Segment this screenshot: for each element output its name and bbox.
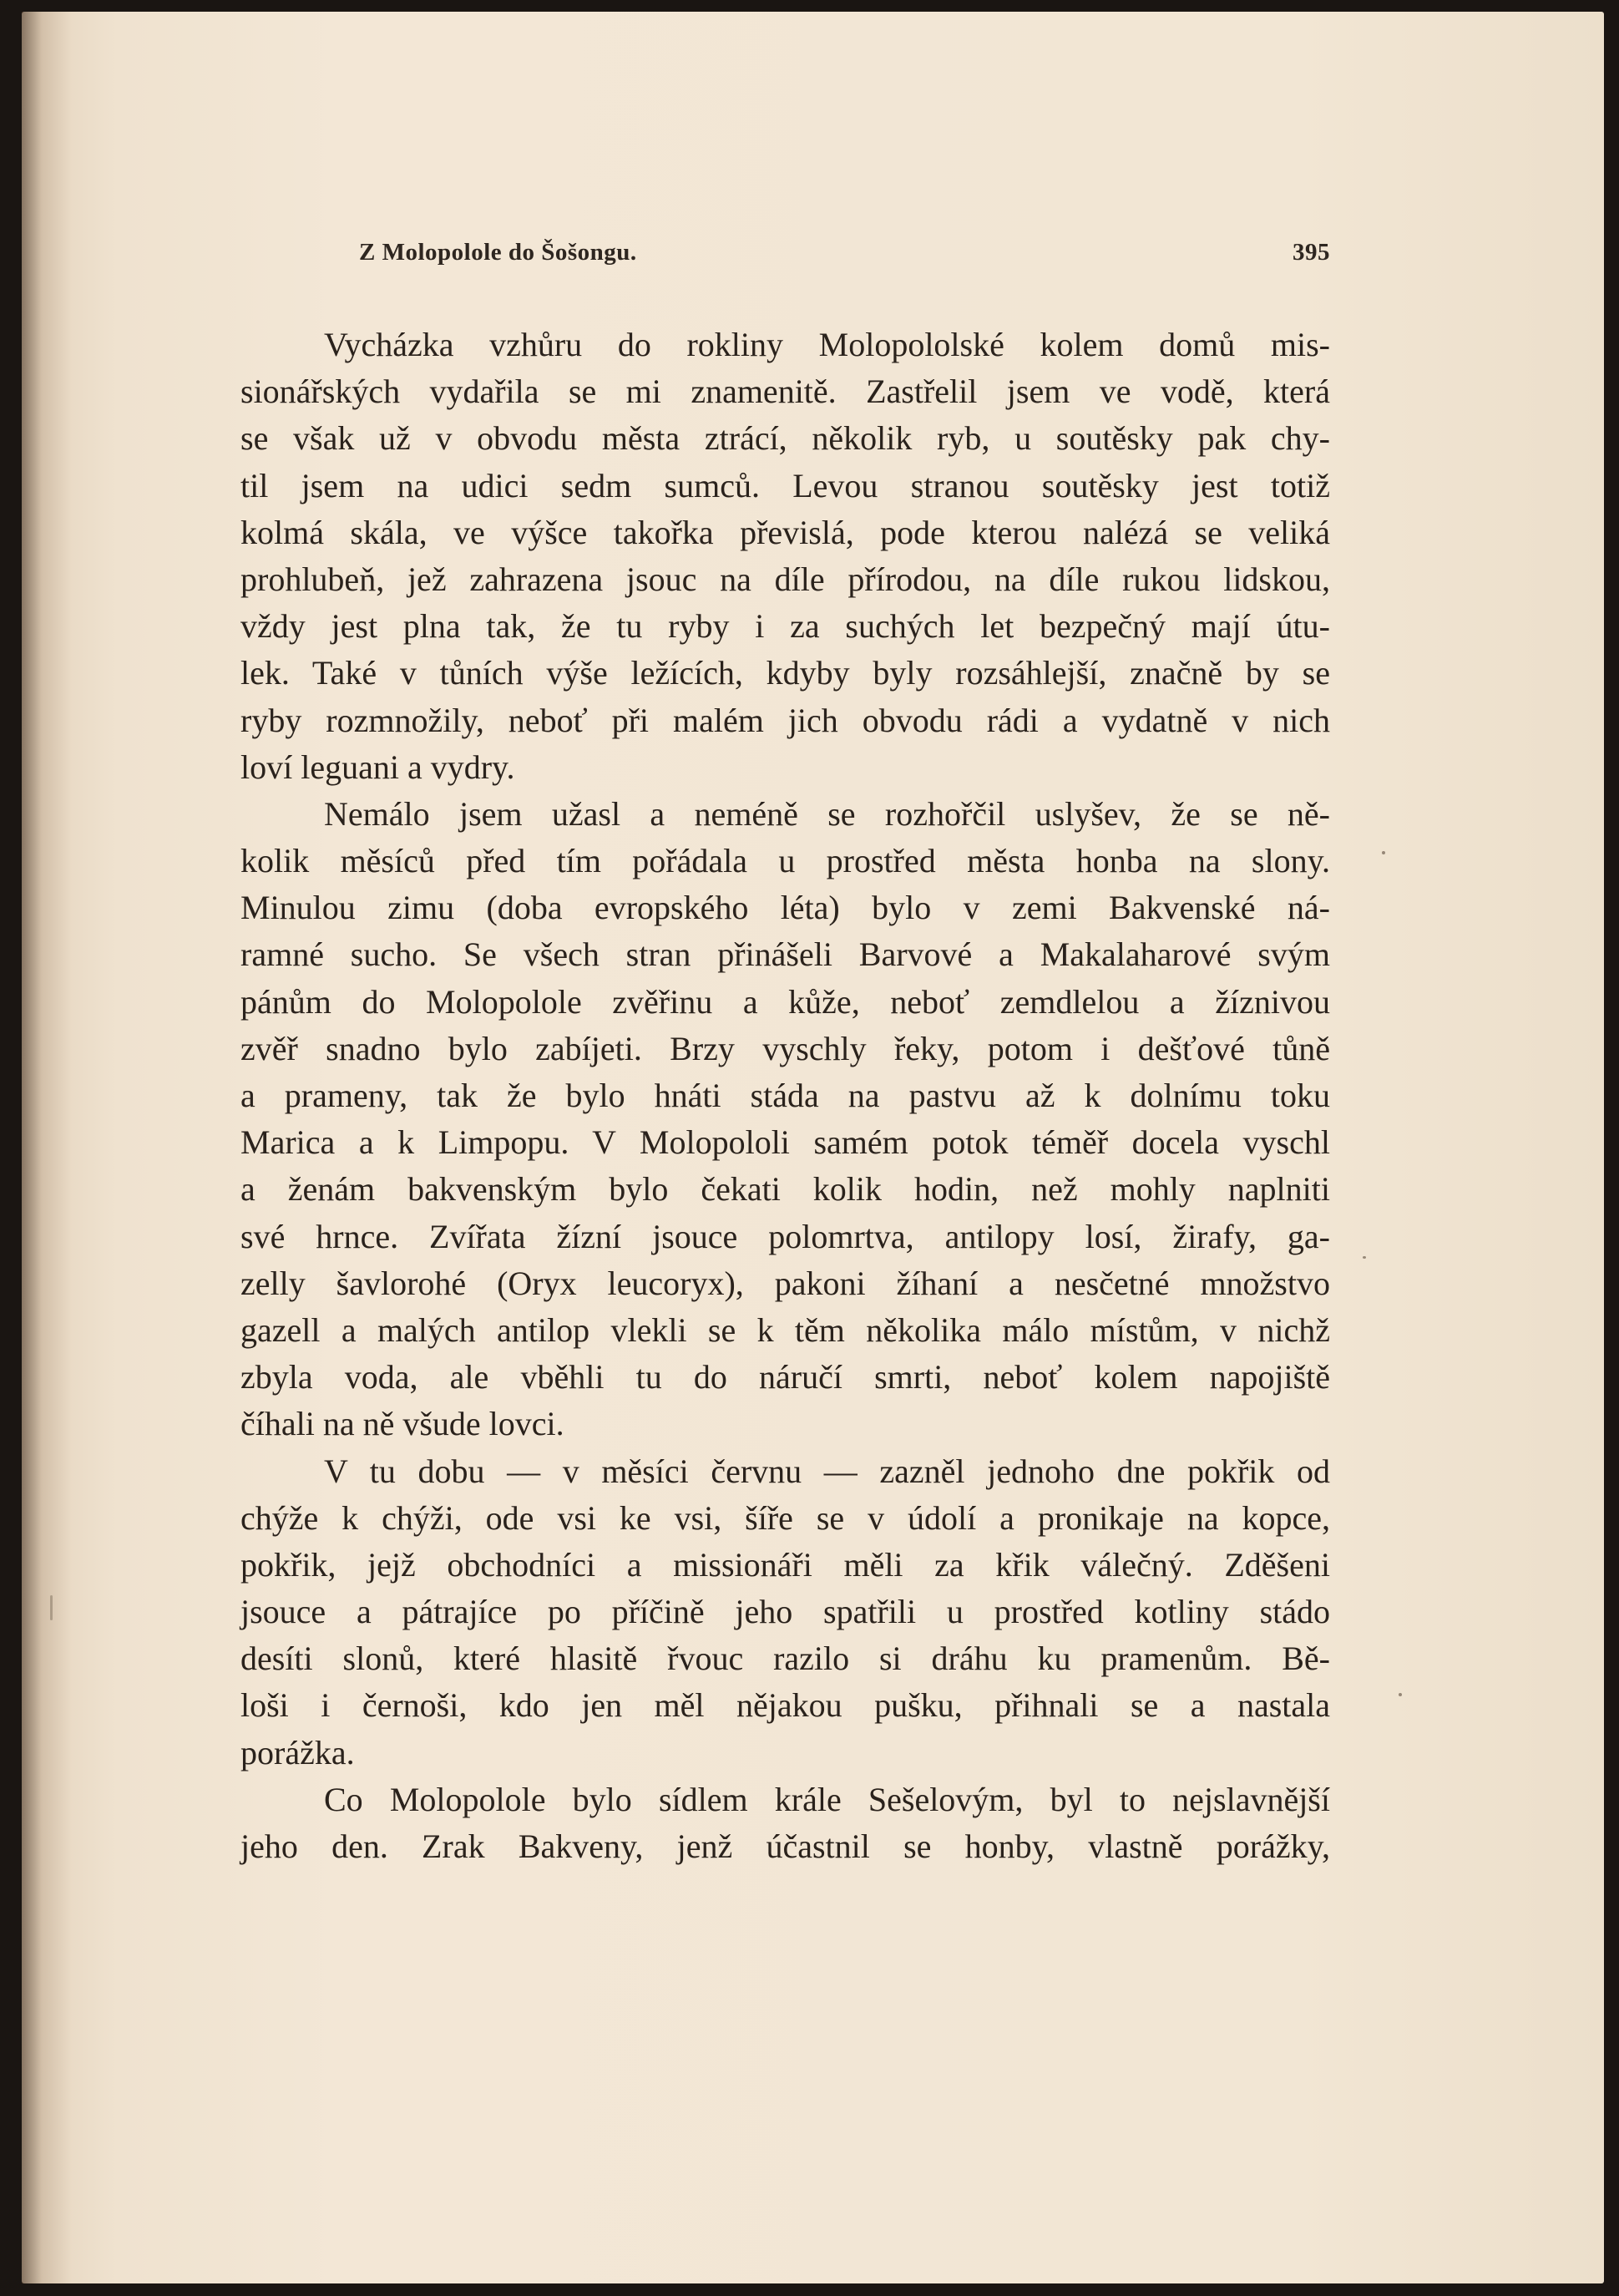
text-line: ryby rozmnožily, neboť při malém jich obvodu rádi a vydatně v nich	[240, 701, 1330, 739]
text-line: zelly šavlorohé (Oryx leucoryx), pakoni žíhaní a nesčetné množstvo	[240, 1264, 1330, 1302]
paper-speck	[1382, 851, 1385, 854]
text-line: til jsem na udici sedm sumců. Levou stranou soutěsky jest totiž	[240, 466, 1330, 504]
text-line: ramné sucho. Se všech stran přinášeli Barvové a Makalaharové svým	[240, 935, 1330, 974]
text-line: Minulou zimu (doba evropského léta) bylo v zemi Bakvenské ná-	[240, 889, 1330, 927]
paper-speck	[1399, 1693, 1402, 1696]
text-line: lek. Také v tůních výše ležících, kdyby byly rozsáhlejší, značně by se	[240, 654, 1330, 692]
text-line: Nemálo jsem užasl a neméně se rozhořčil uslyšev, že se ně-	[324, 794, 1330, 833]
text-line: se však už v obvodu města ztrácí, několik ryb, u soutěsky pak chy-	[240, 419, 1330, 458]
text-line: a ženám bakvenským bylo čekati kolik hodin, než mohly naplniti	[240, 1170, 1330, 1209]
text-line: pánům do Molopolole zvěřinu a kůže, neboť zemdlelou a žíznivou	[240, 982, 1330, 1021]
text-line: loši i černoši, kdo jen měl nějakou pušku, přihnali se a nastala	[240, 1686, 1330, 1725]
body-text	[240, 322, 1330, 1870]
text-line: sionářských vydařila se mi znamenitě. Zastřelil jsem ve vodě, která	[240, 373, 1330, 411]
text-line: V tu dobu — v měsíci červnu — zazněl jednoho dne pokřik od	[324, 1452, 1330, 1490]
text-line: chýže k chýži, ode vsi ke vsi, šíře se v údolí a pronikaje na kopce,	[240, 1498, 1330, 1537]
text-line: a prameny, tak že bylo hnáti stáda na pastvu až k dolnímu toku	[240, 1077, 1330, 1114]
text-line: vždy jest plna tak, že tu ryby i za suchých let bezpečný mají útu-	[240, 607, 1330, 646]
text-line: své hrnce. Zvířata žízní jsouce polomrtva, antilopy losí, žirafy, ga-	[240, 1217, 1330, 1255]
page-number: 395	[1293, 239, 1330, 266]
paper-speck	[50, 1595, 53, 1620]
text-line: zbyla voda, ale vběhli tu do náručí smrti, neboť kolem napojiště	[240, 1358, 1330, 1396]
text-line: loví leguani a vydry.	[240, 748, 515, 786]
text-line: jeho den. Zrak Bakveny, jenž účastnil se honby, vlastně porážky,	[240, 1827, 1330, 1865]
text-line: pokřik, jejž obchodníci a missionáři měli za křik válečný. Zděšeni	[240, 1545, 1330, 1584]
text-line: Vycházka vzhůru do rokliny Molopololské kolem domů mis-	[324, 326, 1330, 363]
paper-speck	[1363, 1256, 1366, 1259]
text-line: Marica a k Limpopu. V Molopololi samém potok téměř docela vyschl	[240, 1123, 1330, 1162]
text-line: porážka.	[240, 1733, 355, 1771]
text-line: zvěř snadno bylo zabíjeti. Brzy vyschly řeky, potom i dešťové tůně	[240, 1029, 1330, 1067]
text-line: Co Molopolole bylo sídlem krále Sešelovým, byl to nejslavnější	[324, 1780, 1330, 1818]
text-line: prohlubeň, jež zahrazena jsouc na díle přírodou, na díle rukou lidskou,	[240, 560, 1330, 598]
text-line: jsouce a pátrajíce po příčině jeho spatřili u prostřed kotliny stádo	[240, 1593, 1330, 1631]
text-line: desíti slonů, které hlasitě řvouc razilo si dráhu ku pramenům. Bě-	[240, 1640, 1330, 1678]
page-header	[242, 239, 1330, 281]
running-title: Z Molopolole do Šošongu.	[359, 239, 637, 266]
text-line: gazell a malých antilop vlekli se k těm několika málo místům, v nichž	[240, 1310, 1330, 1349]
text-line: kolik měsíců před tím pořádala u prostřed města honba na slony.	[240, 842, 1330, 880]
text-line: kolmá skála, ve výšce takořka převislá, pode kterou nalézá se veliká	[240, 513, 1330, 551]
text-line: číhali na ně všude lovci.	[240, 1405, 564, 1443]
